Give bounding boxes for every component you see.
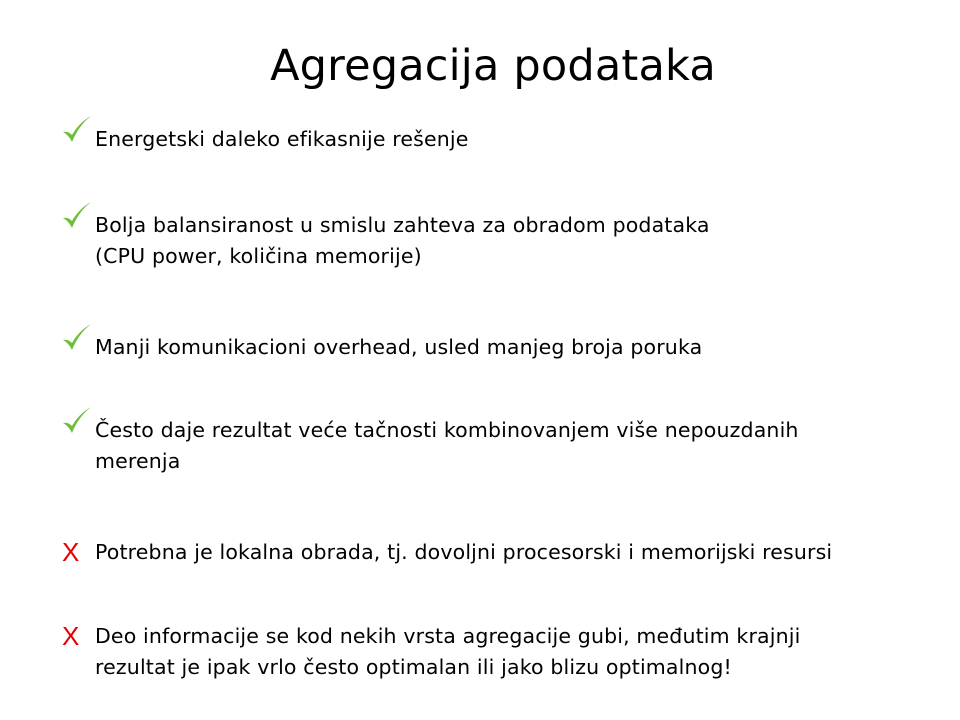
x-icon: X [62, 621, 80, 651]
check-icon [60, 114, 94, 148]
bullet-text: Deo informacije se kod nekih vrsta agregacije gubi, međutim krajnji rezultat je ipak vrlo često optimalan ili jako blizu optimalnog! [95, 624, 801, 679]
check-icon [60, 200, 94, 234]
x-icon: X [62, 537, 80, 567]
bullet-text: Potrebna je lokalna obrada, tj. dovoljni procesorski i memorijski resursi [95, 540, 833, 564]
bullet-text: Manji komunikacioni overhead, usled manjeg broja poruka [95, 335, 703, 359]
bullet-text: Energetski daleko efikasnije rešenje [95, 127, 469, 151]
bullet-text: Često daje rezultat veće tačnosti kombinovanjem više nepouzdanih merenja [95, 418, 799, 473]
check-icon [60, 405, 94, 439]
slide-title: Agregacija podataka [270, 41, 716, 91]
check-icon [60, 322, 94, 356]
bullet-text: Bolja balansiranost u smislu zahteva za obradom podataka (CPU power, količina memorije) [95, 213, 710, 268]
